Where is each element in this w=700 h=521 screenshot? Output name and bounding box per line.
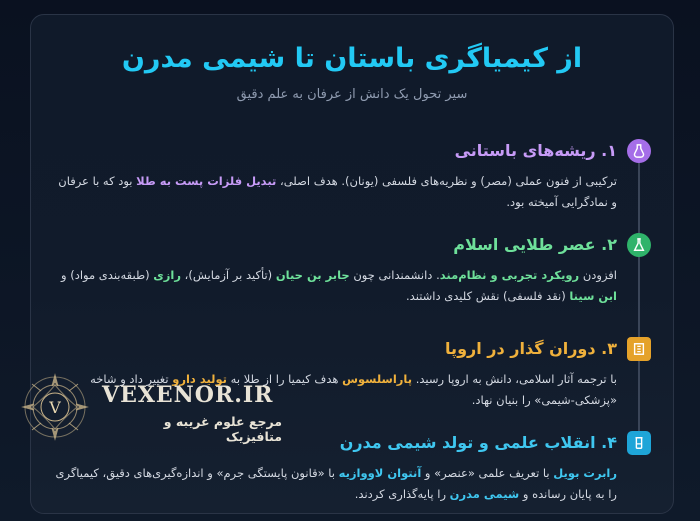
mandala-emblem-icon bbox=[20, 372, 90, 442]
flask-icon bbox=[627, 233, 651, 257]
body-text: (نقد فلسفی) نقش کلیدی داشتند. bbox=[406, 289, 570, 303]
section-title: ۳. دوران گذار در اروپا bbox=[445, 339, 617, 358]
highlight-term: رابرت بویل bbox=[553, 466, 617, 480]
body-text: (طبقه‌بندی مواد) و bbox=[61, 268, 154, 282]
beaker-icon bbox=[627, 431, 651, 455]
highlight-term: شیمی مدرن bbox=[449, 487, 520, 501]
highlight-term: ابن سینا bbox=[569, 289, 617, 303]
highlight-term: رویکرد تجربی و نظام‌مند bbox=[439, 268, 580, 282]
emblem-letter: V bbox=[49, 398, 61, 417]
potion-icon bbox=[627, 139, 651, 163]
section-body bbox=[53, 265, 617, 307]
page-title: از کیمیاگری باستان تا شیمی مدرن bbox=[121, 43, 583, 74]
highlight-term: تبدیل فلزات پست به طلا bbox=[136, 174, 277, 188]
body-text: . دانشمندانی چون bbox=[349, 268, 440, 282]
watermark-tagline: مرجع علوم غریبه و متافیزیک bbox=[163, 414, 282, 444]
building-icon bbox=[627, 337, 651, 361]
section-title: ۲. عصر طلایی اسلام bbox=[453, 235, 617, 254]
watermark-brand: VEXENOR.IR bbox=[102, 382, 274, 408]
highlight-term: رازی bbox=[153, 268, 181, 282]
section-title: ۱. ریشه‌های باستانی bbox=[454, 141, 617, 160]
section-title: ۴. انقلاب علمی و تولد شیمی مدرن bbox=[339, 433, 617, 452]
body-text: تغییر داد و شاخه «پزشکی-شیمی» را بنیان نهاد. bbox=[90, 372, 617, 407]
body-text: (تأکید بر آزمایش)، bbox=[181, 268, 276, 282]
page-subtitle: سیر تحول یک دانش از عرفان به علم دقیق bbox=[236, 87, 468, 102]
highlight-term: تولید دارو bbox=[172, 372, 228, 386]
timeline-line bbox=[638, 153, 640, 453]
body-text: بود که با عرفان و نمادگرایی آمیخته بود. bbox=[58, 174, 617, 209]
watermark bbox=[12, 372, 282, 442]
body-text: ترکیبی از فنون عملی (مصر) و نظریه‌های فلسفی (یونان). هدف اصلی، bbox=[276, 174, 617, 188]
body-text: افزودن bbox=[579, 268, 617, 282]
body-text: را پایه‌گذاری کردند. bbox=[354, 487, 450, 501]
section-body bbox=[53, 463, 617, 505]
section-body bbox=[53, 171, 617, 213]
body-text: با ترجمه آثار اسلامی، دانش به اروپا رسید. bbox=[412, 372, 617, 386]
highlight-term: آنتوان لاووازیه bbox=[338, 466, 422, 480]
body-text: با «قانون پایستگی جرم» و اندازه‌گیری‌های دقیق، کیمیاگری را به پایان رسانده و bbox=[55, 466, 617, 501]
highlight-term: جابر بن حیان bbox=[275, 268, 350, 282]
body-text: با تعریف علمی «عنصر» و bbox=[421, 466, 554, 480]
body-text: هدف کیمیا را از طلا به bbox=[227, 372, 343, 386]
highlight-term: پاراسلسوس bbox=[342, 372, 413, 386]
